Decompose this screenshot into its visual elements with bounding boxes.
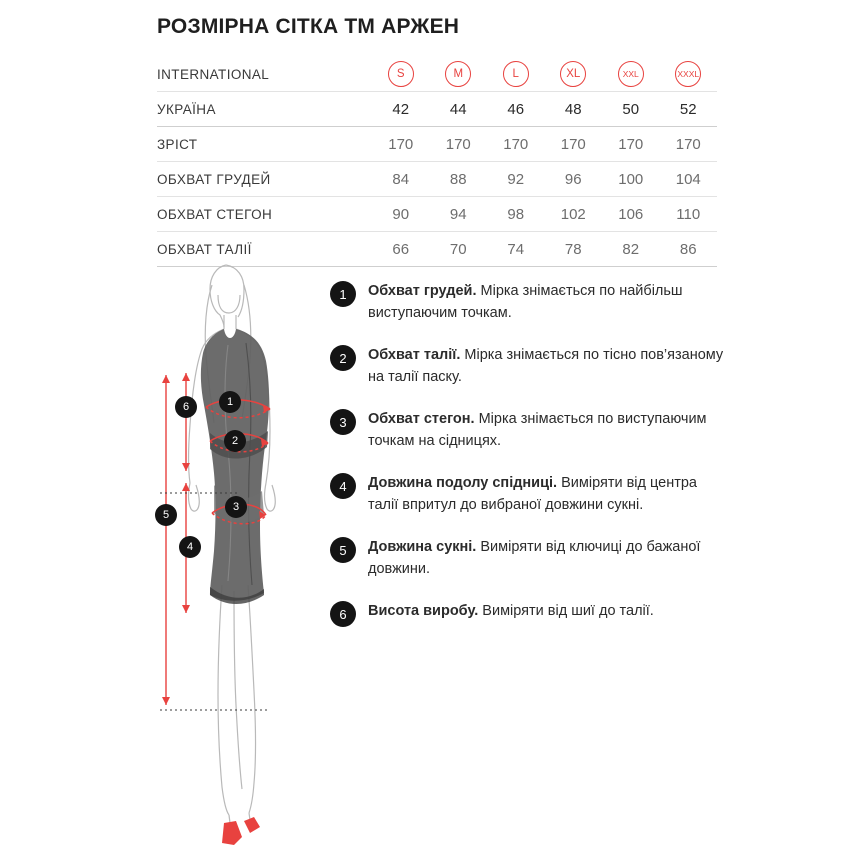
row-cells — [372, 241, 717, 258]
legend-text — [368, 600, 654, 622]
row-header: УКРАЇНА — [157, 101, 216, 117]
size-badge: M — [445, 61, 471, 87]
table-cell: 170 — [503, 135, 529, 153]
table-cell — [487, 61, 545, 87]
row-cells — [372, 61, 717, 87]
table-cell: 104 — [675, 170, 701, 188]
list-item — [330, 344, 730, 388]
figure-marker-2: 2 — [224, 430, 246, 452]
table-cell: 74 — [507, 240, 525, 258]
table-cell: 88 — [449, 170, 467, 188]
legend-title: Висота виробу. — [368, 603, 479, 619]
table-cell: 170 — [618, 135, 644, 153]
list-item — [330, 472, 730, 516]
legend-description: Виміряти від центра талії впритул до вибраної довжини сукні. — [368, 475, 697, 513]
table-row — [157, 92, 717, 127]
row-header: ЗРІСТ — [157, 136, 198, 152]
figure-marker-4: 4 — [179, 536, 201, 558]
list-item — [330, 408, 730, 452]
table-cell: 96 — [564, 170, 582, 188]
row-header: ОБХВАТ СТЕГОН — [157, 206, 273, 222]
size-badge: L — [503, 61, 529, 87]
figure-marker-6: 6 — [175, 396, 197, 418]
list-item — [330, 600, 730, 627]
table-cell: 48 — [564, 100, 582, 118]
table-cell: 50 — [622, 100, 640, 118]
figure-marker-5: 5 — [155, 504, 177, 526]
table-cell — [372, 61, 430, 87]
row-cells — [372, 206, 717, 223]
size-badge: S — [388, 61, 414, 87]
figure-marker-1: 1 — [219, 391, 241, 413]
legend-description: Мірка знімається по найбільш виступаючим точкам. — [368, 283, 683, 321]
legend-number: 6 — [330, 601, 356, 627]
table-cell: 42 — [392, 100, 410, 118]
size-badge: XXL — [618, 61, 644, 87]
row-cells — [372, 136, 717, 153]
table-cell: 66 — [392, 240, 410, 258]
row-header: INTERNATIONAL — [157, 66, 270, 82]
legend-title: Довжина сукні. — [368, 539, 477, 555]
legend-title: Обхват стегон. — [368, 411, 475, 427]
legend-description: Виміряти від шиї до талії. — [478, 603, 654, 619]
table-cell — [430, 61, 488, 87]
legend-description: Мірка знімається по виступаючим точкам на сідницях. — [368, 411, 707, 449]
table-row — [157, 57, 717, 92]
legend-text — [368, 344, 728, 388]
legend-text — [368, 536, 728, 580]
table-cell: 94 — [449, 205, 467, 223]
legend-number: 5 — [330, 537, 356, 563]
table-cell: 170 — [560, 135, 586, 153]
table-row — [157, 197, 717, 232]
table-cell: 86 — [679, 240, 697, 258]
size-badge: XXXL — [675, 61, 701, 87]
measurement-legend — [330, 280, 730, 647]
measurement-figure — [130, 255, 340, 845]
table-cell: 90 — [392, 205, 410, 223]
legend-number: 4 — [330, 473, 356, 499]
size-chart-table — [157, 57, 717, 267]
row-header: ОБХВАТ ТАЛІЇ — [157, 241, 252, 257]
legend-number: 3 — [330, 409, 356, 435]
legend-title: Обхват талії. — [368, 347, 461, 363]
legend-text — [368, 472, 728, 516]
row-cells — [372, 101, 717, 118]
legend-number: 1 — [330, 281, 356, 307]
legend-title: Довжина подолу спідниці. — [368, 475, 558, 491]
table-cell: 106 — [618, 205, 644, 223]
legend-description: Виміряти від ключиці до бажаної довжини. — [368, 539, 701, 577]
row-header: ОБХВАТ ГРУДЕЙ — [157, 171, 271, 187]
table-cell: 102 — [560, 205, 586, 223]
table-row — [157, 127, 717, 162]
table-cell: 92 — [507, 170, 525, 188]
table-cell: 52 — [679, 100, 697, 118]
figure-marker-3: 3 — [225, 496, 247, 518]
table-cell: 170 — [675, 135, 701, 153]
table-cell: 170 — [445, 135, 471, 153]
table-cell: 78 — [564, 240, 582, 258]
list-item — [330, 280, 730, 324]
table-cell — [545, 61, 603, 87]
row-cells — [372, 171, 717, 188]
legend-number: 2 — [330, 345, 356, 371]
table-row — [157, 162, 717, 197]
table-cell: 84 — [392, 170, 410, 188]
table-cell — [660, 61, 718, 87]
table-cell: 82 — [622, 240, 640, 258]
table-cell: 70 — [449, 240, 467, 258]
table-cell: 44 — [449, 100, 467, 118]
legend-description: Мірка знімається по тісно пов’язаному на талії паску. — [368, 347, 724, 385]
legend-title: Обхват грудей. — [368, 283, 477, 299]
table-cell: 46 — [507, 100, 525, 118]
figure-illustration — [130, 255, 340, 845]
table-cell: 98 — [507, 205, 525, 223]
table-cell — [602, 61, 660, 87]
page-title: РОЗМІРНА СІТКА ТМ АРЖЕН — [157, 15, 460, 38]
legend-text — [368, 408, 728, 452]
list-item — [330, 536, 730, 580]
table-cell: 170 — [388, 135, 414, 153]
table-cell: 110 — [676, 205, 701, 223]
table-cell: 100 — [618, 170, 644, 188]
legend-text — [368, 280, 728, 324]
size-badge: XL — [560, 61, 586, 87]
